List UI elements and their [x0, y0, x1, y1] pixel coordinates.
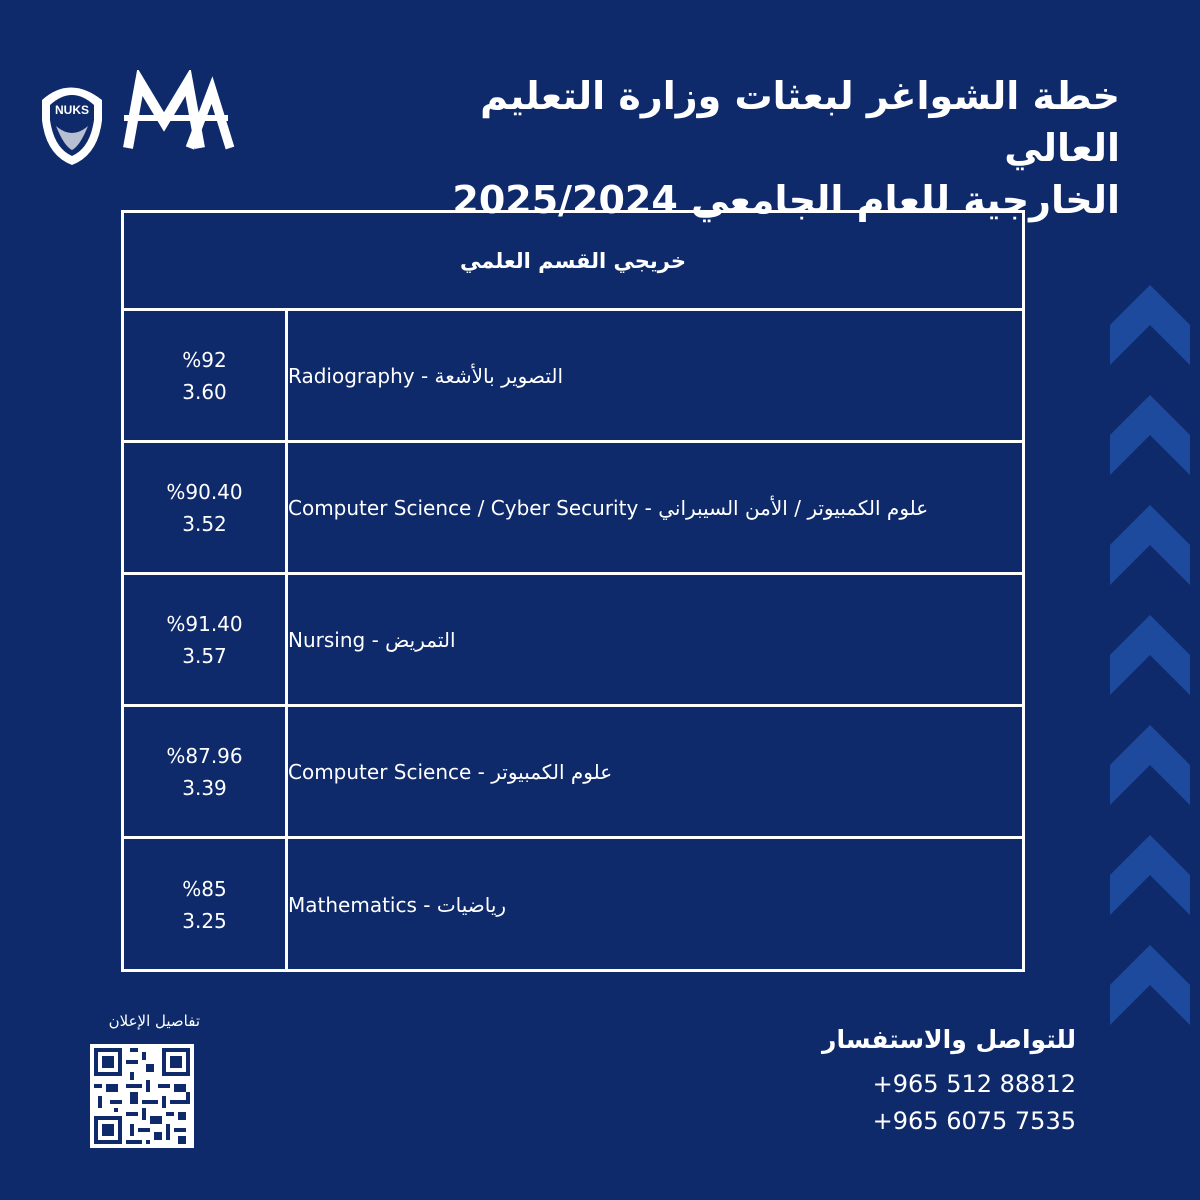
- page-title: [360, 70, 1120, 226]
- percentage: %91.40: [166, 611, 243, 636]
- table-row: [124, 443, 1022, 575]
- score-cell: [124, 575, 288, 704]
- phone-number[interactable]: +965 6075 7535: [872, 1107, 1076, 1135]
- percentage: %87.96: [166, 743, 243, 768]
- table-header: خريجي القسم العلمي: [124, 213, 1022, 311]
- contact-section: [822, 1025, 1076, 1140]
- nuks-logo: [42, 88, 102, 166]
- gpa: 3.25: [182, 909, 227, 933]
- ma-logo: [124, 82, 230, 148]
- score-cell: [124, 311, 288, 440]
- table-row: [124, 575, 1022, 707]
- score-cell: [124, 443, 288, 572]
- gpa: 3.60: [182, 379, 227, 404]
- phone-number[interactable]: +965 512 88812: [872, 1070, 1076, 1098]
- percentage: %85: [182, 877, 227, 901]
- nuks-logo-text: NUKS: [54, 103, 90, 117]
- gpa: 3.39: [182, 775, 227, 800]
- qr-label: تفاصيل الإعلان: [108, 1012, 200, 1030]
- gpa: 3.52: [182, 511, 227, 536]
- logo-group: [40, 70, 240, 170]
- table-row: [124, 311, 1022, 443]
- score-cell: [124, 707, 288, 836]
- major-cell: التمريض - Nursing: [288, 627, 456, 652]
- title-line-1: خطة الشواغر لبعثات وزارة التعليم العالي: [480, 74, 1120, 170]
- major-cell: علوم الكمبيوتر - Computer Science: [288, 759, 613, 784]
- gpa: 3.57: [182, 643, 227, 668]
- percentage: %92: [182, 347, 227, 372]
- qr-code[interactable]: [90, 1044, 194, 1148]
- vacancies-table: [121, 210, 1025, 972]
- title-line-2: الخارجية للعام الجامعي 2025/2024: [452, 178, 1120, 222]
- contact-title: للتواصل والاستفسار: [822, 1025, 1076, 1054]
- percentage: %90.40: [166, 479, 243, 504]
- score-cell: [124, 839, 288, 971]
- chevron-decoration: [1110, 285, 1200, 1065]
- table-row: [124, 839, 1022, 971]
- table-row: [124, 707, 1022, 839]
- major-cell: التصوير بالأشعة - Radiography: [288, 363, 564, 388]
- major-cell: رياضيات - Mathematics: [288, 893, 507, 917]
- major-cell: علوم الكمبيوتر / الأمن السيبراني - Computer Science / Cyber Security: [288, 495, 929, 520]
